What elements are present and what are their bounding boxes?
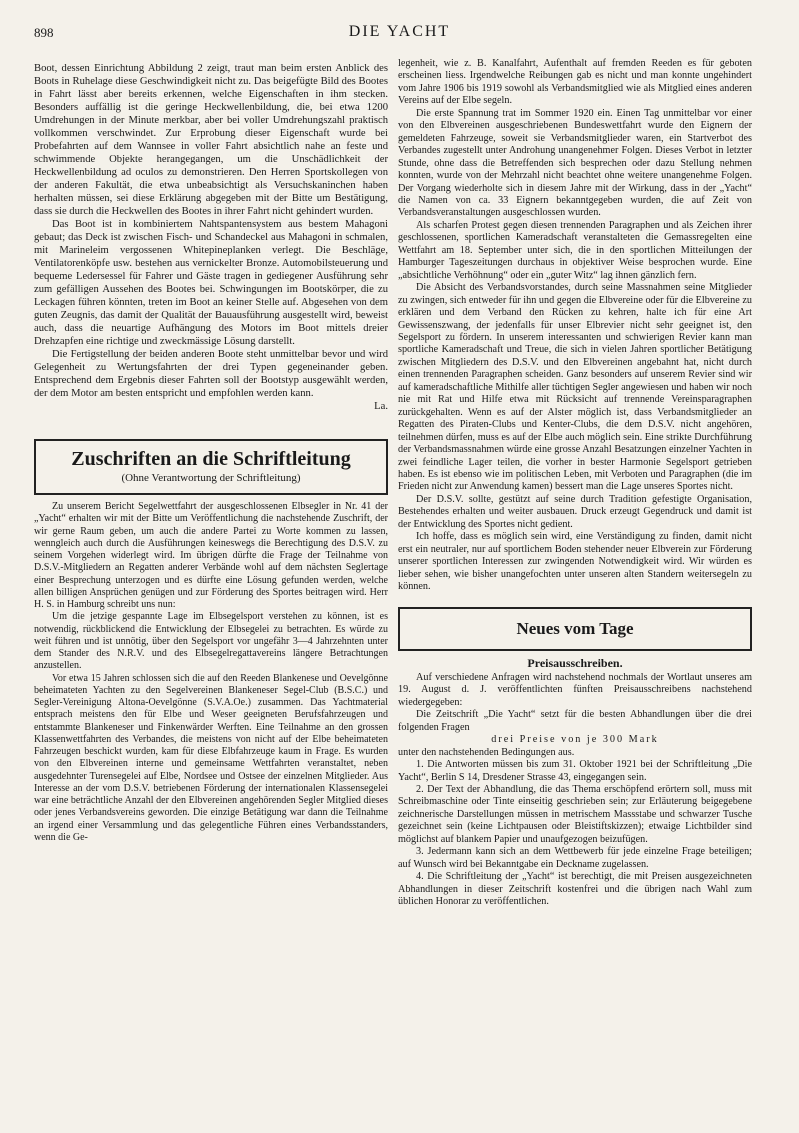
prize-line: drei Preise von je 300 Mark xyxy=(491,734,659,746)
letter-paragraph: Die Absicht des Verbandsvorstandes, durch seine Massnahmen seine Mitglieder zu zwingen, sich entweder für ihn und gegen die Elbvereine oder für die Elbvereine zu erklären und dem Verband den Rücken zu kehren, halte ich für eine Art Gewissenszwang, der jedenfalls für unser Elbrevier nicht sehr geeignet ist, den Segelsport zu fördern. In unserem interessanten und schwierigen Revier kann man sportliche Kameradschaft und Treue, die sich in vielen Jahren sportlicher Betätigung zwischen Mitgliedern des D.S.V. und den Elbvereinen angebahnt hat, nicht durch einen trennenden Paragraphen scheiden. Ganz besonders auf unserem Revier sind wir auf kameradschaftliche Mithilfe aller tüchtigen Segler angewiesen und haben wir noch nie mit Rat und Hilfe etwa mit Rücksicht auf trennende Vereinsparagraphen zurückgehalten. Wenn es auf der Alster möglich ist, dass Verbandsmitglieder an Regatten des Piraten-Clubs und Kenter-Clubs, die dem D.S.V. nicht angehören, teilnehmen dürfen, muss es auf der Elbe auch möglich sein. Eine strikte Durchführung der Verbandsmassnahmen würde eine grosse Anzahl Besatzungen einzelner Yachten in zwei feindliche Lager teilen, die vorher in bester Harmonie Segelsport getrieben haben. Es ist ebenso wie im politischen Leben, mit Verboten und Paragraphen (die im Frieden nicht zur Anwendung kamen) bessert man die Lage unseres Sportes nicht. xyxy=(398,282,752,493)
letters-section-box xyxy=(34,439,388,495)
news-section-box xyxy=(398,607,752,651)
page-number: 898 xyxy=(34,25,54,40)
news-condition: 1. Die Antworten müssen bis zum 31. Oktober 1921 bei der Schriftleitung „Die Yacht“, Berlin S 14, Dresdener Strasse 43, eingegangen sein. xyxy=(398,759,752,783)
letter-paragraph: Die erste Spannung trat im Sommer 1920 ein. Einen Tag unmittelbar vor einer von den Elbvereinen ausgeschriebenen Bundeswettfahrt wurde den Eignern der gemeldeten Fahrzeuge, soweit sie Verbandsmitglieder waren, ein Startverbot des Verbandes zugestellt unter Androhung unangenehmer Folgen. Dieses Verbot in letzter Stunde, ohne dass die Betreffenden sich besprechen oder dazu Stellung nehmen konnten, wurde von der Mehrzahl nicht beachtet ohne weitere unangenehme Folgen. Der Vorgang wiederholte sich in diesem Jahre mit der Wirkung, dass in der „Yacht“ die Namen von ca. 33 Eignern bekanntgegeben wurden, die auf Zeit von Verbandsveranstaltungen ausgeschlossen wurden. xyxy=(398,107,752,219)
magazine-title: DIE YACHT xyxy=(348,23,451,40)
letter-paragraph: Zu unserem Bericht Segelwettfahrt der ausgeschlossenen Elbsegler in Nr. 41 der „Yacht“ erhalten wir mit der Bitte um Veröffentlichung die nachstehende Zuschrift, der wir gerne Raum geben, um auch die andere Partei zu Worte kommen zu lassen, wenngleich auch durch die Ausführungen keineswegs die Berechtigung des D.S.V. zu seinem Vorgehen widerlegt wird. Im übrigen dürfte die Frage der Teilnahme von D.S.V.-Mitgliedern an Regatten anderer Verbände wohl auf dem nächsten Seglertage einer Besprechung unterzogen und es dürfte eine Lösung gefunden werden, welche allen billigen Ansprüchen genügen und zur Förderung des Sportes beitragen wird. Herr H. S. in Hamburg schreibt uns nun: xyxy=(34,501,388,610)
news-section-title: Neues vom Tage xyxy=(516,619,634,639)
letters-section-subtitle: (Ohne Verantwortung der Schriftleitung) xyxy=(121,472,301,484)
letter-paragraph: Der D.S.V. sollte, gestützt auf seine durch Tradition gefestigte Organisation, Bestehendes erhalten und weiter ausbauen. Druck erzeugt Gegendruck und damit ist der Entwicklung des Sportes nicht gedient. xyxy=(398,493,752,530)
news-paragraph: Auf verschiedene Anfragen wird nachstehend nochmals der Wortlaut unseres am 19. August d. J. veröffentlichten fünften Preisausschreibens nachstehend wiedergegeben: xyxy=(398,671,752,708)
letters-section-title: Zuschriften an die Schriftleitung xyxy=(71,448,351,470)
right-column xyxy=(398,58,752,909)
author-signature: La. xyxy=(374,401,388,412)
letter-paragraph: Als scharfen Protest gegen diesen trennenden Paragraphen und als Zeichen ihrer geschlossenen, sportlichen Kameradschaft veranstalteten die Gemassregelten eine Wettfahrt am 18. September unter sich, die in den sportlichen Mitteilungen der Hamburger Tageszeitungen durchaus in objektiver Weise besprochen wurde. Eine „absichtliche Verhöhnung“ oder ein „guter Witz“ lag ihnen gänzlich fern. xyxy=(398,219,752,281)
letter-paragraph: legenheit, wie z. B. Kanalfahrt, Aufenthalt auf fremden Reeden es für geboten erscheinen liess. Irgendwelche Reibungen gab es nicht und man konnte ungehindert vom Jahre 1906 bis 1919 sowohl als Verbandsmitglied wie als Mitglied eines anderen Vereins auf der Elbe segeln. xyxy=(398,58,752,107)
letter-body xyxy=(34,501,388,844)
letter-paragraph: Vor etwa 15 Jahren schlossen sich die auf den Reeden Blankenese und Oevelgönne beheimateten Yachten zu den Segelvereinen Blankeneser Segel-Club (B.S.C.) und Segler-Vereinigung Altona-Oevelgönne (S.V.A.Oe.) zusammen. Das Yachtmaterial entsprach meistens den für Elbe und Weser geeigneten Berufsfahrzeugen und entstammte Blankeneser und Finkenwärder Werften. Eine Teilnahme an den grossen Klassenwettfahrten des Verbandes, die meistens von nicht auf der Elbe beheimateten Fahrzeugen beschickt wurden, kam für diese Elbfahrzeuge kaum in Frage. Es wurden von den Elbvereinen interne und gemeinsame Wettfahrten veranstaltet, neben ausgedehnter Turensegelei auf Elbe, Nordsee und Ostsee der einzelnen Mitglieder. Aus Interesse an der vom D.S.V. betriebenen Förderung der internationalen Klassensegelei war eine beträchtliche Anzahl der den Elbvereinen angehörenden Segler Mitglied dieses oder jenes Verbandsvereins geworden. Die einzige Betätigung war dann die Teilnahme an irgend einer Versammlung und das gelegentliche Führen eines Verbandsstanders, wenn die Ge- xyxy=(34,672,388,843)
letter-paragraph: Um die jetzige gespannte Lage im Elbsegelsport verstehen zu können, ist es notwendig, rückblickend die Entwicklung der Elbsegelei zu betrachten. Es würde zu weit führen und ist unnötig, über den Segelsport vor ungefähr 3—4 Jahrzehnten unter dem Stander des N.R.V. und des Elbsegelregattavereins längere Betrachtungen anzustellen. xyxy=(34,611,388,672)
article-paragraph: Das Boot ist in kombiniertem Nahtspantensystem aus bestem Mahagoni gebaut; das Deck ist zwischen Fisch- und Schandeckel aus Mahagoni in schmalen, mit Marineleim vergossenen Whitepineplanken verlegt. Die Beschläge, Ventilatorenköpfe usw. bestehen aus vernickelter Bronze. Automobilsteuerung und bequeme Ledersessel für Fahrer und Gäste tragen in gediegener Ausführung sehr zum gefälligen Aussehen des Bootes bei. Schwingungen im Bootskörper, die zu Leckagen führen könnten, treten im Boot an keiner Stelle auf. Abgesehen von dem guten Zeugnis, das damit der Qualität der Bauausführung ausgestellt wird, beweist auch, dass die neuartige Aufhängung des Motors im Boot mittels dreier Drehzapfen eine richtige und zweckmässige Lösung darstellt. xyxy=(34,219,388,347)
news-condition: 2. Der Text der Abhandlung, die das Thema erschöpfend erörtern soll, muss mit Schreibmaschine oder Tinte einseitig geschrieben sein; zur Erläuterung beigegebene zeichnerische Darstellungen müssen in metrischem Massstabe und schwarzer Tusche gezeichnet sein (keine Lichtpausen oder Bleistiftskizzen); etwaige Lichtbilder sind möglichst auf blankem Papier und unaufgezogen beizufügen. xyxy=(398,784,752,845)
news-condition: 4. Die Schriftleitung der „Yacht“ ist berechtigt, die mit Preisen ausgezeichneten Abhandlungen in dieser Zeitschrift kostenfrei und die übrigen nach Wahl zum üblichen Honorar zu veröffentlichen. xyxy=(398,871,752,908)
news-heading: Preisausschreiben. xyxy=(527,656,623,671)
article-paragraph: Die Fertigstellung der beiden anderen Boote steht unmittelbar bevor und wird Gelegenheit zu Wertungsfahrten der drei Typen gegeneinander geben. Entsprechend dem Ergebnis dieser Fahrten soll der Bootstyp ausgewählt werden, der dem Motor am besten entspricht und empfohlen werden kann. xyxy=(34,349,388,399)
news-paragraph: unter den nachstehenden Bedingungen aus. xyxy=(398,746,575,758)
news-paragraph: Die Zeitschrift „Die Yacht“ setzt für die besten Abhandlungen über die drei folgenden Fragen xyxy=(398,709,752,733)
news-condition: 3. Jedermann kann sich an dem Wettbewerb für jede einzelne Frage beteiligen; auf Wunsch wird bei Bekanntgabe ein Deckname zugelassen. xyxy=(398,846,752,870)
left-column xyxy=(34,62,388,844)
article-paragraph: Boot, dessen Einrichtung Abbildung 2 zeigt, traut man beim ersten Anblick des Boots in Ruhelage diese Geschwindigkeit nicht zu. Das beigefügte Bild des Bootes in Fahrt lässt aber bereits erkennen, welche Eigenschaften in ihm stecken. Besonders auffällig ist die geringe Heckwellenbildung, die, bei etwa 1200 Umdrehungen in der Minute merkbar, aber bei voller Umdrehungszahl praktisch vollkommen verschwindet. Zur Erprobung dieser Eigenschaft wurde bei Probefahrten auf dem Wannsee in voller Fahrt absichtlich nahe an feste und schwimmende Objekte herangegangen, um die Unschädlichkeit der Heckwellenbildung ad oculos zu demonstrieren. Den Herren Sportskollegen von der anderen Fakultät, die etwa unbeabsichtigt als Versuchskaninchen haben herhalten müssen, sei diese Erklärung abgegeben mit der Bitte um Bestätigung, dass sie durch die Heckwellen des Bootes in ihrer Fahrt nicht gehindert wurden. xyxy=(34,63,388,217)
letter-paragraph: Ich hoffe, dass es möglich sein wird, eine Verständigung zu finden, damit nicht erst ein neutraler, nur auf sportlichem Boden stehender neuer Elbverein zur Förderung unserer sportlichen Interessen zur zwingenden Notwendigkeit wird. Wir würden es lieber sehen, wie bisher unangefochten unter unseren alten Standern weitersegeln zu können. xyxy=(398,531,752,593)
